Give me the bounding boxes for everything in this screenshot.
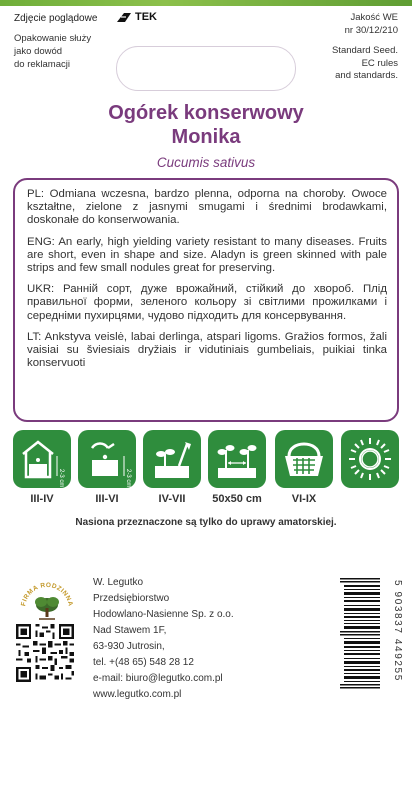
hang-tab-cutout — [116, 46, 296, 91]
quality-note: Jakość WE nr 30/12/210 Standard Seed. EC rules and standards. — [331, 12, 398, 81]
barcode-number: 5 903837 449255 — [392, 580, 403, 682]
description-ukr: UKR: Ранній сорт, дуже врожайний, стійкий до хвороб. Плід правильної форми, зеленого кольору зі світлими прожилками і середніми пухирцями, чудово підходить для консервування. — [27, 283, 387, 322]
harvest-basket-icon — [275, 430, 333, 488]
company-name: W. Legutko — [93, 577, 144, 588]
company-website[interactable]: www.legutko.com.pl — [93, 689, 182, 700]
complaint-note: Opakowanie służy jako dowód do reklamacji — [14, 33, 92, 70]
sample-photo-note: Zdjęcie poglądowe — [14, 13, 98, 24]
company-email[interactable]: e-mail: biuro@legutko.com.pl — [93, 673, 223, 684]
spacing-value: 50x50 cm — [212, 493, 262, 505]
planting-out-months: IV-VII — [158, 493, 186, 505]
company-street: Nad Stawem 1F, — [93, 625, 167, 636]
spacing-icon — [208, 430, 266, 488]
company-address: W. Legutko Przedsiębiorstwo Hodowlano-Nasienne Sp. z o.o. Nad Stawem 1F, 63-930 Jutrosin, tel. +(48 65) 548 28 12 e-mail: biuro@legutko.com.pl www.legutko.com.pl — [93, 575, 234, 703]
description-box — [13, 178, 399, 422]
sun-icon — [341, 430, 399, 488]
cultivation-icons — [13, 430, 399, 488]
qr-code — [14, 622, 76, 684]
barcode — [340, 578, 382, 690]
description-en: ENG: An early, high yielding variety resistant to many diseases. Fruits are short, even in shape and size. Aladyn is green skinned with pale strips and few small nodules great for preserving. — [27, 235, 387, 275]
tek-arrow-icon — [116, 12, 132, 23]
sowing-outdoor-months: III-VI — [95, 493, 119, 505]
sowing-outdoor-icon — [78, 430, 136, 488]
latin-name: Cucumis sativus — [156, 155, 256, 170]
company-phone: tel. +(48 65) 548 28 12 — [93, 657, 194, 668]
depth-label: 2-3 cm — [58, 469, 64, 488]
amateur-note: Nasiona przeznaczone są tylko do uprawy amatorskiej. — [75, 517, 337, 528]
sowing-indoor-icon — [13, 430, 71, 488]
harvest-months: VI-IX — [291, 493, 317, 505]
depth-label: 2-3 cm — [125, 469, 131, 488]
planting-out-icon — [143, 430, 201, 488]
tek-mark: TEK — [116, 11, 157, 23]
description-lt: LT: Ankstyva veislė, labai derlinga, atspari ligoms. Gražios formos, žali vaisiai su šviesiais dryžiais ir vidutiniais gumbeliais, puikiai tinka konservuoti — [27, 330, 387, 370]
logo-text: FIRMA RODZINNA — [20, 581, 74, 608]
company-city: 63-930 Jutrosin, — [93, 641, 165, 652]
top-color-band — [0, 0, 412, 6]
variety-name: Monika — [171, 126, 241, 148]
product-name: Ogórek konserwowy — [108, 102, 304, 124]
sowing-indoor-months: III-IV — [30, 493, 54, 505]
description-pl: PL: Odmiana wczesna, bardzo plenna, odporna na choroby. Owoce kształtne, zielone z jasnymi smugami i średnimi brodawkami, doskonałe do konserwowania. — [27, 188, 387, 227]
